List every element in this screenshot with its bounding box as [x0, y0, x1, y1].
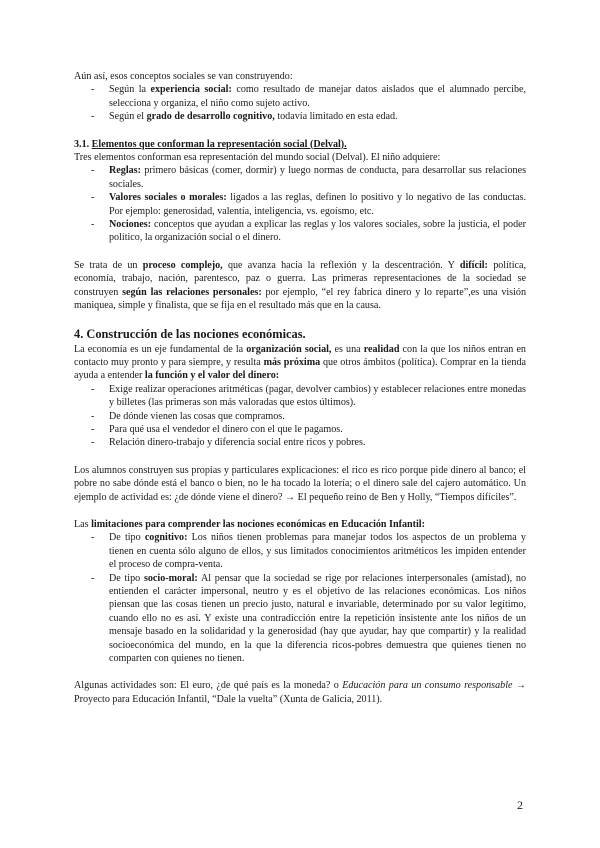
intro-list [74, 83, 526, 123]
list-item: - Relación dinero-trabajo y diferencia social entre ricos y pobres. [74, 436, 526, 449]
section-3-1-lead: Tres elementos conforman esa representación del mundo social (Delval). El niño adquiere: [74, 152, 441, 164]
list-item: - Reglas: primero básicas (comer, dormir) y luego normas de conducta, para desarrollar sus relaciones sociales. [74, 164, 526, 191]
economy-paragraph: La economía es un eje fundamental de la organización social, es una realidad con la que los niños entran en contacto muy pronto y para siempre, y resulta más próxima que otros ámbitos (política). Comprar en la tienda ayuda a entender la función y el valor del dinero: [74, 343, 526, 382]
section-3-1-heading: 3.1. Elementos que conforman la representación social (Delval). [74, 138, 347, 150]
section-4-heading: 4. Construcción de las nociones económicas. [74, 326, 306, 341]
list-item: - De tipo cognitivo: Los niños tienen problemas para manejar todos los aspectos de un problema y tienen en cuenta sólo alguno de ellos, y sus limitados conocimientos aritméticos les impiden entender el proceso de compra-venta. [74, 531, 526, 571]
list-item: - Exige realizar operaciones aritméticas (pagar, devolver cambios) y establecer relaciones entre monedas y billetes (las primeras son más valoradas que estos últimos). [74, 383, 526, 410]
list-item: - De tipo socio-moral: Al pensar que la sociedad se rige por relaciones interpersonales (amistad), no entienden el carácter impersonal, neutro y es el objetivo de las relaciones económicas. Los niños piensan que las cosas tienen un precio justo, natural e invariable, determinado por su valor legítimo, cuando ello no es así. Y existe una contradicción entre la repetición insistente ante los niños de un mensaje basado en la solidaridad y la generosidad (hay que ayudar, hay que compartir) y la realidad socioeconómica del mundo, en la que la diferencia ricos-pobres demuestra que quienes tienen no comparten con quienes no tienen. [74, 572, 526, 666]
limitations-list [74, 531, 526, 665]
list-item: - Según el grado de desarrollo cognitivo, todavía limitado en esta edad. [74, 110, 526, 123]
list-item: - Nociones: conceptos que ayudan a explicar las reglas y los valores sociales, sobre la justicia, el poder político, la organización social o el dinero. [74, 218, 526, 245]
activities-paragraph: Algunas actividades son: El euro, ¿de qué país es la moneda? o Educación para un consumo responsable → Proyecto para Educación Infantil, “Dale la vuelta” (Xunta de Galicia, 2011). [74, 680, 527, 705]
page-number: 2 [517, 798, 523, 812]
process-paragraph: Se trata de un proceso complejo, que avanza hacia la reflexión y la descentración. Y difícil: política, economía, trabajo, nación, parentesco, paz o guerra. Las primeras representaciones de la sociedad se construyen según las relaciones personales: por ejemplo, “el rey fabrica dinero y lo reparte”,es una visión maniquea, simple y finalista, que se fija en el resultado más que en la causa. [74, 259, 526, 312]
document-page [74, 70, 526, 706]
explanations-paragraph: Los alumnos construyen sus propias y particulares explicaciones: el rico es rico porque pide dinero al banco; el pobre no sabe dónde está el banco o bien, no le ha tocado la lotería; o el dinero sale del cajero automático. Un ejemplo de actividad es: ¿de dónde viene el dinero? → El pequeño reino de Ben y Holly, “Tiempos difíciles”. [74, 464, 526, 503]
intro-paragraph: Aún así, esos conceptos sociales se van construyendo: [74, 71, 293, 82]
list-item: - Para qué usa el vendedor el dinero con el que le pagamos. [74, 423, 526, 436]
elements-list [74, 164, 526, 244]
money-function-list [74, 383, 526, 450]
list-item: - Según la experiencia social: como resultado de manejar datos aislados que el alumnado percibe, selecciona y organiza, el niño como sujeto activo. [74, 83, 526, 110]
list-item: - Valores sociales o morales: ligados a las reglas, definen lo positivo y lo negativo de las conductas. Por ejemplo: generosidad, valentía, inteligencia, vs. egoísmo, etc. [74, 191, 526, 218]
list-item: - De dónde vienen las cosas que compramos. [74, 410, 526, 423]
limitations-heading: Las limitaciones para comprender las nociones económicas en Educación Infantil: [74, 518, 425, 530]
